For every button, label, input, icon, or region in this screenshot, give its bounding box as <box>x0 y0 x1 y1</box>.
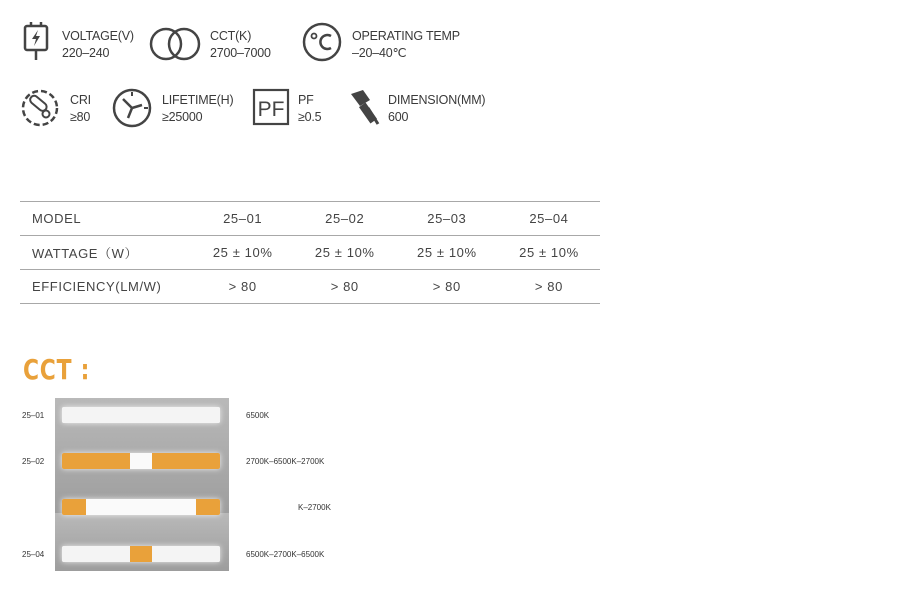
tube-segment <box>130 453 152 469</box>
table-cell: 25–02 <box>294 202 396 236</box>
led-tube <box>62 407 220 423</box>
led-tube <box>62 546 220 562</box>
cct-photo-bottom <box>55 513 229 571</box>
spec-name: OPERATING TEMP <box>352 29 460 43</box>
spec-name: PF <box>298 93 314 107</box>
model-spec-table <box>20 201 600 304</box>
table-cell: > 80 <box>192 270 294 304</box>
table-cell: 25–04 <box>498 202 600 236</box>
plug-lightning-icon <box>20 20 60 60</box>
spec-value: 220–240 <box>62 46 110 60</box>
cct-value-label: K–2700K <box>298 503 331 512</box>
table-cell: 25 ± 10% <box>192 236 294 270</box>
cct-value-label: 6500K–2700K–6500K <box>246 550 325 559</box>
spec-value: ≥80 <box>70 110 91 124</box>
table-cell: 25–01 <box>192 202 294 236</box>
table-cell: 25–03 <box>396 202 498 236</box>
pf-icon-text: PF <box>257 98 285 121</box>
cct-value-label: 2700K–6500K–2700K <box>246 457 325 466</box>
spec-value: 600 <box>388 110 409 124</box>
table-cell: > 80 <box>396 270 498 304</box>
spec-name: CRI <box>70 93 91 107</box>
cct-model-label: 25–02 <box>22 457 45 466</box>
tube-segment <box>62 453 130 469</box>
table-cell: 25 ± 10% <box>294 236 396 270</box>
spec-name: VOLTAGE(V) <box>62 29 134 43</box>
tube-segment <box>152 453 220 469</box>
cct-title: CCT : <box>23 353 91 386</box>
table-cell: > 80 <box>498 270 600 304</box>
table-cell: 25 ± 10% <box>498 236 600 270</box>
spec-value: –20–40℃ <box>352 46 407 60</box>
tube-segment <box>130 546 152 562</box>
cct-model-label: 25–04 <box>22 550 45 559</box>
led-tube <box>62 453 220 469</box>
cct-model-label: 25–01 <box>22 411 45 420</box>
spec-value: 2700–7000 <box>210 46 271 60</box>
celsius-icon <box>302 22 342 62</box>
led-tube <box>62 499 220 515</box>
spec-value: ≥0.5 <box>298 110 322 124</box>
cct-value-label: 6500K <box>246 411 270 420</box>
cri-gauge-icon <box>20 88 60 128</box>
overlapping-circles-icon <box>148 24 204 64</box>
tube-segment <box>196 499 220 515</box>
spec-name: LIFETIME(H) <box>162 93 234 107</box>
spec-name: DIMENSION(MM) <box>388 93 486 107</box>
row-header-cell: WATTAGE（W） <box>20 236 192 270</box>
spec-value: ≥25000 <box>162 110 203 124</box>
table-row <box>20 270 600 304</box>
row-header-cell: EFFICIENCY(LM/W) <box>20 270 192 304</box>
tube-segment <box>62 499 86 515</box>
row-header-cell: MODEL <box>20 202 192 236</box>
spec-name: CCT(K) <box>210 29 252 43</box>
tube-segment <box>86 499 197 515</box>
table-row <box>20 236 600 270</box>
clock-icon <box>112 88 152 128</box>
tube-segment <box>62 546 130 562</box>
table-row <box>20 202 600 236</box>
tube-segment <box>62 407 220 423</box>
tube-segment <box>152 546 220 562</box>
table-cell: 25 ± 10% <box>396 236 498 270</box>
pf-icon <box>252 88 292 128</box>
dimension-tool-icon <box>348 88 388 128</box>
table-cell: > 80 <box>294 270 396 304</box>
